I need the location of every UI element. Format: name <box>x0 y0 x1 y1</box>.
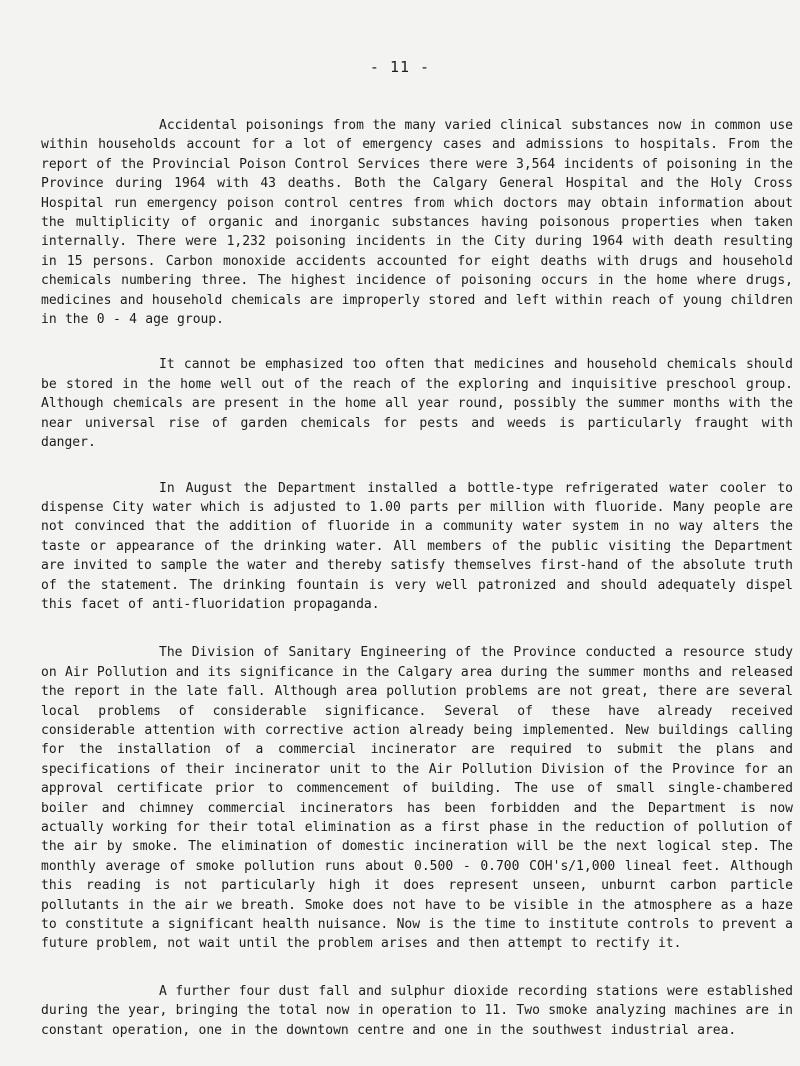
paragraph-accidental-poisonings: Accidental poisonings from the many varied clinical substances now in common use within households account for a lot of emergency cases and admissions to hospitals. From the report of the Provincial Poison Control Services there were 3,564 incidents of poisoning in the Province during 1964 with 43 deaths. Both the Calgary General Hospital and the Holy Cross Hospital run emergency poison control centres from which doctors may obtain information about the multiplicity of organic and inorganic substances having poisonous properties when taken internally. There were 1,232 poisoning incidents in the City during 1964 with death resulting in 15 persons. Carbon monoxide accidents accounted for eight deaths with drugs and household chemicals numbering three. The highest incidence of poisoning occurs in the home where drugs, medicines and household chemicals are improperly stored and left within reach of young children in the 0 - 4 age group. <box>41 118 793 328</box>
paragraph-air-pollution: The Division of Sanitary Engineering of the Province conducted a resource study on Air Pollution and its significance in the Calgary area during the summer months and released the report in the late fall. Although area pollution problems are not great, there are several local problems of considerable significance. Several of these have already received considerable attention with corrective action already being implemented. New buildings calling for the installation of a commercial incinerator are required to submit the plans and specifications of their incinerator unit to the Air Pollution Division of the Province for an approval certificate prior to commencement of building. The use of small single-chambered boiler and chimney commercial incinerators has been forbidden and the Department is now actually working for their total elimination as a first phase in the reduction of pollution of the air by smoke. The elimination of domestic incineration will be the next logical step. The monthly average of smoke pollution runs about 0.500 - 0.700 COH's/1,000 lineal feet. Although this reading is not particularly high it does represent unseen, unburnt carbon particle pollutants in the air we breath. Smoke does not have to be visible in the atmosphere as a haze to constitute a significant health nuisance. Now is the time to institute controls to prevent a future problem, not wait until the problem arises and then attempt to rectify it. <box>41 645 793 952</box>
page-number: - 11 - <box>369 58 431 76</box>
paragraph-fluoride-water-cooler: In August the Department installed a bottle-type refrigerated water cooler to dispense City water which is adjusted to 1.00 parts per million with fluoride. Many people are not convinced that the addition of fluoride in a community water system in no way alters the taste or appearance of the drinking water. All members of the public visiting the Department are invited to sample the water and thereby satisfy themselves first-hand of the absolute truth of the statement. The drinking fountain is very well patronized and should adequately dispel this facet of anti-fluoridation propaganda. <box>41 480 793 612</box>
body-text <box>41 116 793 1040</box>
paragraph-recording-stations: A further four dust fall and sulphur dioxide recording stations were established during the year, bringing the total now in operation to 11. Two smoke analyzing machines are in constant operation, one in the downtown centre and one in the southwest industrial area. <box>41 983 793 1038</box>
paragraph-medicine-storage: It cannot be emphasized too often that medicines and household chemicals should be stored in the home well out of the reach of the exploring and inquisitive preschool group. Although chemicals are present in the home all year round, possibly the summer months with the near universal rise of garden chemicals for pests and weeds is particularly fraught with danger. <box>41 357 793 451</box>
